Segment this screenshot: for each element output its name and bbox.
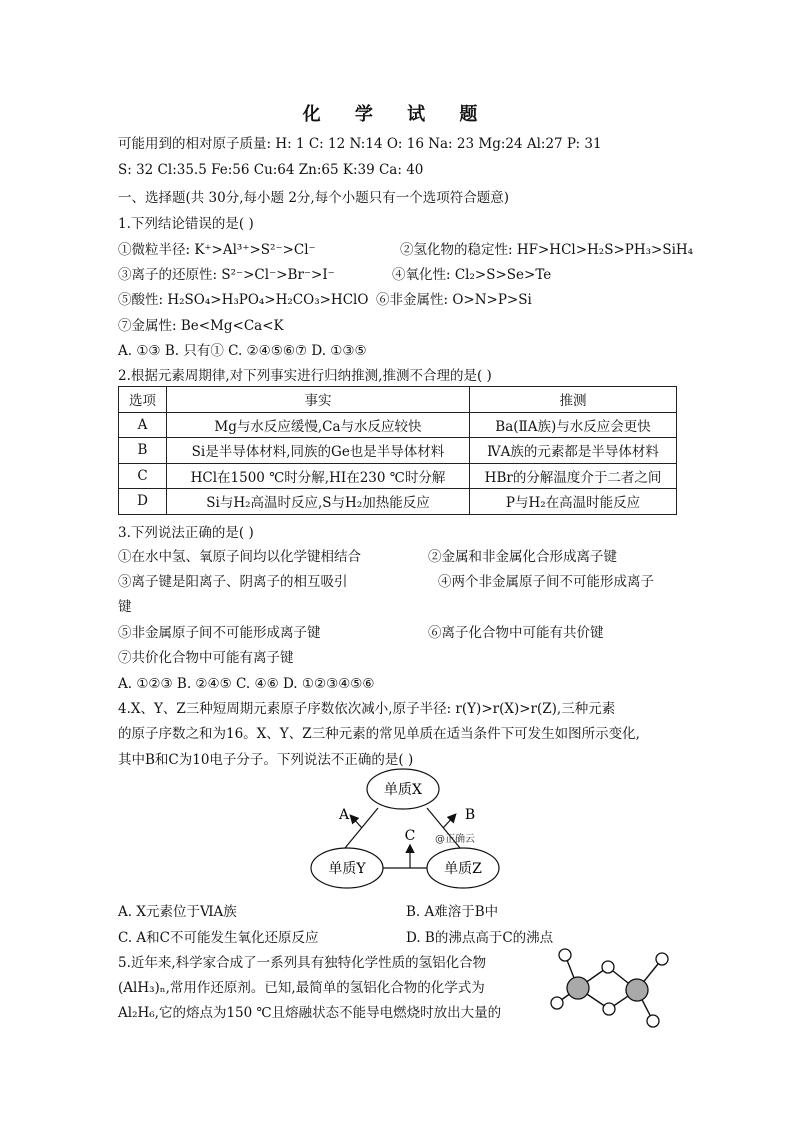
al-atom [626, 979, 648, 1001]
table-cell: Mg与水反应缓慢,Ca与水反应较快 [167, 412, 470, 438]
arrow-b [443, 815, 455, 828]
q1-item-1: ①微粒半径: K⁺>Al³⁺>S²⁻>Cl⁻ [118, 242, 316, 258]
table-cell: C [119, 463, 167, 489]
node-x-label: 单质X [384, 782, 422, 798]
q4-stem-line-3: 其中B和C为10电子分子。下列说法不正确的是( ) [118, 752, 414, 768]
h-atom [603, 1003, 615, 1015]
q3-options: A. ①②③ B. ②④⑤ C. ④⑥ D. ①②③④⑤⑥ [118, 676, 375, 692]
table-row [119, 489, 677, 515]
node-y-label: 单质Y [328, 861, 366, 877]
q1-item-2: ②氢化物的稳定性: HF>HCl>H₂S>PH₃>SiH₄ [400, 242, 694, 258]
table-header: 推测 [470, 387, 677, 413]
section-heading: 一、选择题(共 30分,每小题 2分,每个小题只有一个选项符合题意) [118, 190, 509, 206]
q1-item-5: ⑤酸性: H₂SO₄>H₃PO₄>H₂CO₃>HClO [118, 292, 369, 308]
h-atom [602, 961, 614, 973]
table-header: 选项 [119, 387, 167, 413]
al2h6-molecule-model [545, 943, 675, 1038]
table-header: 事实 [167, 387, 470, 413]
table-row [119, 412, 677, 438]
q4-option-c: C. A和C不可能发生氧化还原反应 [118, 930, 319, 946]
q3-item-4: ④两个非金属原子间不可能形成离子 [438, 574, 654, 590]
q4-stem-line-2: 的原子序数之和为16。X、Y、Z三种元素的常见单质在适当条件下可发生如图所示变化, [118, 726, 640, 742]
table-header-row [119, 387, 677, 413]
q3-item-1: ①在水中氢、氧原子间均以化学键相结合 [118, 549, 361, 565]
q2-stem: 2.根据元素周期律,对下列事实进行归纳推测,推测不合理的是( ) [118, 368, 492, 384]
watermark: @正确云 [435, 834, 475, 845]
q5-line-1: 5.近年来,科学家合成了一系列具有独特化学性质的氢铝化合物 [118, 955, 487, 971]
q2-table [118, 386, 677, 515]
q1-stem: 1.下列结论错误的是( ) [118, 216, 254, 232]
q1-item-7: ⑦金属性: Be<Mg<Ca<K [118, 318, 284, 334]
atomic-masses-line-1: 可能用到的相对原子质量: H: 1 C: 12 N:14 O: 16 Na: 23 Mg:24 Al:27 P: 31 [118, 136, 602, 152]
h-atom [647, 1015, 659, 1027]
q1-options: A. ①③ B. 只有① C. ②④⑤⑥⑦ D. ①③⑤ [118, 343, 367, 359]
page-title: 化 学 试 题 [302, 104, 492, 125]
label-c: C [404, 828, 416, 844]
table-row [119, 438, 677, 464]
al-atom [567, 977, 589, 999]
q3-stem: 3.下列说法正确的是( ) [118, 525, 254, 541]
q5-line-3: Al₂H₆,它的熔点为150 ℃且熔融状态不能导电燃烧时放出大量的 [118, 1005, 502, 1021]
q3-item-2: ②金属和非金属化合形成离子键 [428, 549, 617, 565]
h-atom [656, 953, 668, 965]
q5-line-2: (AlH₃)ₙ,常用作还原剂。已知,最简单的氢铝化合物的化学式为 [118, 980, 485, 996]
table-cell: HCl在1500 ℃时分解,HI在230 ℃时分解 [167, 463, 470, 489]
h-atom [551, 997, 563, 1009]
label-a: A [338, 807, 350, 823]
table-cell: ⅣA族的元素都是半导体材料 [470, 438, 677, 464]
q1-item-4: ④氧化性: Cl₂>S>Se>Te [392, 267, 552, 283]
table-row [119, 463, 677, 489]
q4-option-b: B. A难溶于B中 [406, 904, 499, 920]
node-z-label: 单质Z [444, 861, 482, 877]
q1-item-3: ③离子的还原性: S²⁻>Cl⁻>Br⁻>I⁻ [118, 267, 335, 283]
q1-item-6: ⑥非金属性: O>N>P>Si [376, 292, 532, 308]
q3-item-7: ⑦共价化合物中可能有离子键 [118, 650, 294, 666]
table-cell: Si与H₂高温时反应,S与H₂加热能反应 [167, 489, 470, 515]
q4-option-a: A. X元素位于ⅥA族 [118, 904, 237, 920]
q3-item-5: ⑤非金属原子间不可能形成离子键 [118, 625, 321, 641]
arrow-a [351, 816, 362, 828]
q4-option-d: D. B的沸点高于C的沸点 [406, 930, 554, 946]
q4-stem-line-1: 4.X、Y、Z三种短周期元素原子序数依次减小,原子半径: r(Y)>r(X)>r(Z),三种元素 [118, 701, 616, 717]
table-cell: HBr的分解温度介于二者之间 [470, 463, 677, 489]
table-cell: A [119, 412, 167, 438]
q3-item-4-continued: 键 [118, 599, 132, 615]
table-cell: P与H₂在高温时能反应 [470, 489, 677, 515]
q3-item-3: ③离子键是阳离子、阴离子的相互吸引 [118, 574, 348, 590]
q4-reaction-diagram [300, 766, 510, 891]
table-cell: B [119, 438, 167, 464]
h-atom [559, 949, 571, 961]
table-cell: D [119, 489, 167, 515]
label-b: B [464, 807, 476, 823]
q3-item-6: ⑥离子化合物中可能有共价键 [428, 625, 604, 641]
table-cell: Si是半导体材料,同族的Ge也是半导体材料 [167, 438, 470, 464]
atomic-masses-line-2: S: 32 Cl:35.5 Fe:56 Cu:64 Zn:65 K:39 Ca: 40 [118, 162, 424, 178]
table-cell: Ba(ⅡA族)与水反应会更快 [470, 412, 677, 438]
